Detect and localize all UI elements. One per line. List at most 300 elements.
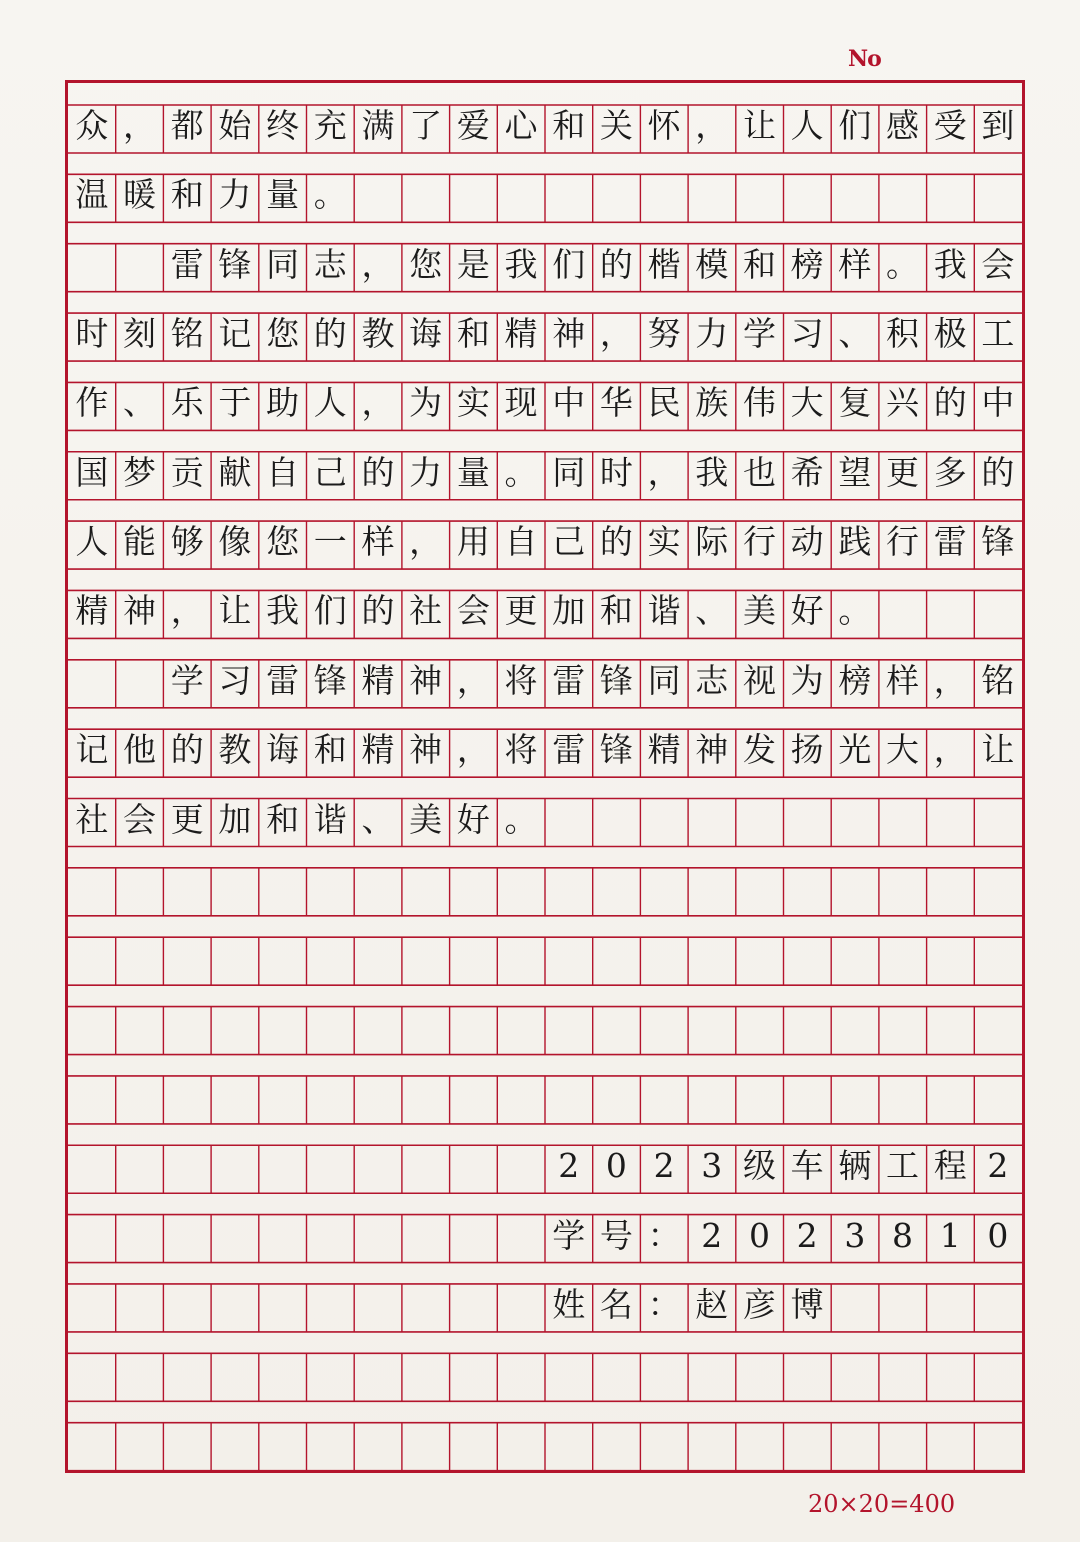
grid-char: 雷 bbox=[552, 660, 586, 700]
line-6 bbox=[68, 449, 1022, 497]
line-18 bbox=[68, 1281, 1022, 1329]
grid-char bbox=[68, 1350, 116, 1398]
grid-char bbox=[640, 1004, 688, 1052]
grid-char bbox=[306, 1420, 354, 1468]
grid-char: 到 bbox=[981, 106, 1015, 145]
grid-char: 力 bbox=[695, 314, 729, 353]
line-11 bbox=[68, 796, 1022, 844]
grid-char bbox=[163, 1350, 211, 1398]
grid-char bbox=[116, 657, 164, 705]
grid-char: 发 bbox=[742, 730, 776, 770]
grid-char: ， bbox=[933, 660, 967, 700]
grid-char: 积 bbox=[886, 314, 920, 353]
grid-char bbox=[879, 587, 927, 635]
grid-char bbox=[402, 1420, 450, 1468]
grid-char bbox=[402, 1281, 450, 1329]
grid-char bbox=[593, 1350, 641, 1398]
grid-char bbox=[450, 1420, 498, 1468]
grid-char: 2 bbox=[558, 1146, 580, 1186]
grid-char: 。 bbox=[504, 452, 538, 492]
grid-char bbox=[736, 1420, 784, 1468]
line-3 bbox=[68, 241, 1022, 289]
grid-char bbox=[545, 1004, 593, 1052]
grid-char: 铭 bbox=[170, 314, 204, 353]
grid-char: 大 bbox=[886, 730, 920, 770]
grid-char: 0 bbox=[748, 1215, 770, 1255]
grid-char: 模 bbox=[695, 244, 729, 284]
grid-char bbox=[68, 934, 116, 982]
grid-char: 楷 bbox=[647, 244, 681, 284]
grid-char bbox=[879, 1281, 927, 1329]
grid-char: 锋 bbox=[599, 660, 633, 700]
grid-char: 我 bbox=[933, 244, 967, 284]
grid-char: 习 bbox=[218, 660, 252, 700]
grid-char bbox=[974, 587, 1022, 635]
line-15 bbox=[68, 1073, 1022, 1121]
grid-char bbox=[259, 1420, 307, 1468]
grid-char: 是 bbox=[456, 244, 490, 284]
grid-char: ： bbox=[647, 1215, 681, 1255]
grid-char: 锋 bbox=[218, 244, 252, 284]
grid-char: 您 bbox=[409, 244, 443, 284]
grid-char bbox=[306, 865, 354, 913]
grid-char bbox=[211, 1004, 259, 1052]
grid-char: 雷 bbox=[170, 244, 204, 284]
grid-char bbox=[831, 865, 879, 913]
grid-char bbox=[402, 1142, 450, 1190]
grid-char bbox=[879, 1073, 927, 1121]
grid-char: ： bbox=[647, 1284, 681, 1324]
grid-char bbox=[116, 1281, 164, 1329]
grid-char: 实 bbox=[647, 522, 681, 562]
grid-char bbox=[974, 1281, 1022, 1329]
grid-char: 都 bbox=[170, 106, 204, 145]
grid-char bbox=[306, 1350, 354, 1398]
grid-char bbox=[736, 934, 784, 982]
line-4 bbox=[68, 310, 1022, 358]
grid-char: 望 bbox=[838, 452, 872, 492]
grid-char bbox=[831, 796, 879, 844]
grid-char bbox=[736, 865, 784, 913]
grid-char bbox=[354, 1281, 402, 1329]
grid-char: 2 bbox=[701, 1215, 723, 1255]
grid-char bbox=[783, 796, 831, 844]
grid-char bbox=[450, 1073, 498, 1121]
grid-char bbox=[354, 1142, 402, 1190]
grid-char bbox=[974, 171, 1022, 219]
grid-char bbox=[926, 171, 974, 219]
grid-char bbox=[450, 1004, 498, 1052]
grid-char: 神 bbox=[409, 730, 443, 770]
grid-char: 感 bbox=[886, 106, 920, 145]
grid-char bbox=[306, 934, 354, 982]
grid-char: 更 bbox=[170, 799, 204, 839]
grid-char bbox=[545, 865, 593, 913]
grid-char: 铭 bbox=[981, 660, 1015, 700]
grid-char bbox=[450, 171, 498, 219]
line-14 bbox=[68, 1004, 1022, 1052]
grid-char: ， bbox=[170, 591, 204, 631]
grid-char: 和 bbox=[552, 106, 586, 145]
grid-char bbox=[163, 1073, 211, 1121]
line-19 bbox=[68, 1350, 1022, 1398]
grid-char: 受 bbox=[933, 106, 967, 145]
grid-char: 复 bbox=[838, 383, 872, 423]
grid-char: 兴 bbox=[886, 383, 920, 423]
grid-char: 号 bbox=[599, 1215, 633, 1255]
grid-char: 。 bbox=[504, 799, 538, 839]
grid-char bbox=[879, 796, 927, 844]
grid-char: 志 bbox=[313, 244, 347, 284]
grid-char: 的 bbox=[933, 383, 967, 423]
grid-char: 。 bbox=[313, 175, 347, 215]
grid-char bbox=[306, 1004, 354, 1052]
grid-char: 辆 bbox=[838, 1146, 872, 1186]
grid-char: 为 bbox=[409, 383, 443, 423]
grid-char bbox=[736, 1004, 784, 1052]
grid-char: 视 bbox=[742, 660, 776, 700]
grid-char: 的 bbox=[313, 314, 347, 353]
line-17 bbox=[68, 1212, 1022, 1260]
grid-char bbox=[116, 1142, 164, 1190]
grid-char bbox=[402, 865, 450, 913]
grid-char: 锋 bbox=[313, 660, 347, 700]
grid-char: 们 bbox=[313, 591, 347, 631]
page-number-mark: No bbox=[848, 46, 881, 72]
grid-char bbox=[402, 1004, 450, 1052]
grid-char bbox=[497, 1350, 545, 1398]
grid-char: 时 bbox=[75, 314, 109, 353]
grid-char: 和 bbox=[170, 175, 204, 215]
grid-char: ， bbox=[599, 314, 633, 353]
grid-char bbox=[736, 171, 784, 219]
grid-char: 践 bbox=[838, 522, 872, 562]
grid-char: 更 bbox=[886, 452, 920, 492]
grid-char: 了 bbox=[409, 106, 443, 145]
grid-char bbox=[831, 1420, 879, 1468]
grid-char: 刻 bbox=[123, 314, 157, 353]
grid-char: 一 bbox=[313, 522, 347, 562]
grid-char bbox=[116, 1420, 164, 1468]
grid-char: 教 bbox=[361, 314, 395, 353]
grid-char bbox=[163, 865, 211, 913]
grid-char: 的 bbox=[599, 244, 633, 284]
grid-char: 族 bbox=[695, 383, 729, 423]
grid-char: 和 bbox=[266, 799, 300, 839]
grid-char: 和 bbox=[599, 591, 633, 631]
grid-char: 记 bbox=[75, 730, 109, 770]
line-2 bbox=[68, 171, 1022, 219]
grid-char bbox=[259, 1073, 307, 1121]
grid-char bbox=[640, 1350, 688, 1398]
handwritten-essay bbox=[68, 83, 1022, 1470]
grid-char bbox=[116, 1212, 164, 1260]
grid-char: 时 bbox=[599, 452, 633, 492]
grid-char bbox=[354, 1350, 402, 1398]
grid-char bbox=[926, 587, 974, 635]
grid-char bbox=[736, 1350, 784, 1398]
grid-char bbox=[593, 1073, 641, 1121]
grid-char: 于 bbox=[218, 383, 252, 423]
grid-char bbox=[259, 1281, 307, 1329]
grid-char bbox=[545, 1073, 593, 1121]
grid-char bbox=[259, 1142, 307, 1190]
grid-char bbox=[593, 171, 641, 219]
grid-char bbox=[259, 1350, 307, 1398]
grid-char bbox=[926, 1420, 974, 1468]
grid-char bbox=[879, 865, 927, 913]
grid-char: ， bbox=[361, 383, 395, 423]
grid-char: 满 bbox=[361, 106, 395, 145]
grid-char: 他 bbox=[123, 730, 157, 770]
grid-char: 。 bbox=[838, 591, 872, 631]
grid-char: 和 bbox=[742, 244, 776, 284]
grid-char: 动 bbox=[790, 522, 824, 562]
grid-char bbox=[211, 1281, 259, 1329]
grid-char bbox=[831, 171, 879, 219]
grid-char: 中 bbox=[981, 383, 1015, 423]
grid-char: 榜 bbox=[838, 660, 872, 700]
grid-char: 助 bbox=[266, 383, 300, 423]
grid-char: 雷 bbox=[933, 522, 967, 562]
grid-char: 会 bbox=[456, 591, 490, 631]
grid-char: 让 bbox=[742, 106, 776, 145]
grid-char: 行 bbox=[742, 522, 776, 562]
grid-char: 彦 bbox=[742, 1284, 776, 1324]
grid-char bbox=[354, 1004, 402, 1052]
grid-char: ， bbox=[123, 106, 157, 145]
grid-char: 的 bbox=[361, 452, 395, 492]
grid-char bbox=[306, 1281, 354, 1329]
line-13 bbox=[68, 934, 1022, 982]
grid-char bbox=[688, 1420, 736, 1468]
grid-char: 贡 bbox=[170, 452, 204, 492]
grid-char: 加 bbox=[218, 799, 252, 839]
grid-char: 关 bbox=[599, 106, 633, 145]
grid-char bbox=[545, 1420, 593, 1468]
grid-char: 神 bbox=[552, 314, 586, 353]
grid-char bbox=[926, 1350, 974, 1398]
grid-char bbox=[211, 1073, 259, 1121]
grid-char: 2 bbox=[987, 1146, 1009, 1186]
grid-char bbox=[163, 1212, 211, 1260]
grid-char bbox=[640, 1420, 688, 1468]
grid-char: ， bbox=[456, 660, 490, 700]
grid-char: 博 bbox=[790, 1284, 824, 1324]
grid-char: 社 bbox=[75, 799, 109, 839]
grid-char: 让 bbox=[218, 591, 252, 631]
grid-char bbox=[68, 657, 116, 705]
grid-char bbox=[450, 1142, 498, 1190]
grid-char bbox=[879, 934, 927, 982]
grid-char bbox=[497, 1142, 545, 1190]
grid-char bbox=[783, 865, 831, 913]
grid-char bbox=[545, 171, 593, 219]
grid-char: 大 bbox=[790, 383, 824, 423]
grid-char: 己 bbox=[552, 522, 586, 562]
grid-char: 精 bbox=[504, 314, 538, 353]
grid-char bbox=[116, 1073, 164, 1121]
line-9 bbox=[68, 657, 1022, 705]
grid-char bbox=[354, 1212, 402, 1260]
grid-char: ， bbox=[361, 244, 395, 284]
grid-char: 工 bbox=[981, 314, 1015, 353]
grid-char bbox=[211, 934, 259, 982]
grid-char: 雷 bbox=[266, 660, 300, 700]
grid-char: 榜 bbox=[790, 244, 824, 284]
grid-char bbox=[926, 796, 974, 844]
grid-char: 样 bbox=[886, 660, 920, 700]
grid-char bbox=[402, 1212, 450, 1260]
grid-char: 0 bbox=[987, 1215, 1009, 1255]
grid-char: 好 bbox=[456, 799, 490, 839]
grid-char bbox=[68, 1073, 116, 1121]
grid-char: 3 bbox=[844, 1215, 866, 1255]
grid-char bbox=[354, 865, 402, 913]
grid-char bbox=[450, 1281, 498, 1329]
grid-char: 、 bbox=[123, 383, 157, 423]
grid-char: 您 bbox=[266, 314, 300, 353]
grid-char: 民 bbox=[647, 383, 681, 423]
grid-char: ， bbox=[409, 522, 443, 562]
grid-char bbox=[640, 1073, 688, 1121]
line-1 bbox=[68, 102, 1022, 150]
grid-char: 暖 bbox=[123, 175, 157, 215]
grid-char: 姓 bbox=[552, 1284, 586, 1324]
grid-char bbox=[259, 1212, 307, 1260]
grid-char bbox=[450, 1212, 498, 1260]
grid-char bbox=[974, 796, 1022, 844]
grid-char bbox=[497, 1281, 545, 1329]
grid-char bbox=[640, 171, 688, 219]
grid-char: 名 bbox=[599, 1284, 633, 1324]
grid-char bbox=[163, 1420, 211, 1468]
grid-count-label: 20×20=400 bbox=[808, 1490, 956, 1518]
line-10 bbox=[68, 726, 1022, 774]
grid-char bbox=[116, 1004, 164, 1052]
grid-char: 中 bbox=[552, 383, 586, 423]
grid-char: 人 bbox=[313, 383, 347, 423]
grid-char bbox=[163, 1142, 211, 1190]
grid-char bbox=[640, 934, 688, 982]
grid-char: 锋 bbox=[981, 522, 1015, 562]
grid-char: 够 bbox=[170, 522, 204, 562]
grid-char bbox=[68, 1281, 116, 1329]
grid-char bbox=[783, 934, 831, 982]
grid-char: 自 bbox=[266, 452, 300, 492]
grid-char: 献 bbox=[218, 452, 252, 492]
line-20 bbox=[68, 1420, 1022, 1468]
grid-char: ， bbox=[933, 730, 967, 770]
grid-char bbox=[402, 1350, 450, 1398]
grid-char bbox=[688, 865, 736, 913]
grid-char bbox=[926, 1073, 974, 1121]
grid-char: 精 bbox=[75, 591, 109, 631]
grid-char bbox=[497, 934, 545, 982]
grid-char: 扬 bbox=[790, 730, 824, 770]
grid-char: 多 bbox=[933, 452, 967, 492]
grid-char bbox=[926, 934, 974, 982]
grid-char bbox=[68, 1142, 116, 1190]
grid-char bbox=[974, 1420, 1022, 1468]
grid-char: 谐 bbox=[647, 591, 681, 631]
grid-char bbox=[831, 1350, 879, 1398]
grid-char: 、 bbox=[695, 591, 729, 631]
line-7 bbox=[68, 518, 1022, 566]
grid-char bbox=[593, 1004, 641, 1052]
grid-char bbox=[688, 796, 736, 844]
grid-char: 样 bbox=[838, 244, 872, 284]
grid-char: 我 bbox=[504, 244, 538, 284]
grid-char bbox=[306, 1212, 354, 1260]
grid-char bbox=[783, 171, 831, 219]
grid-char bbox=[640, 796, 688, 844]
grid-char: 现 bbox=[504, 383, 538, 423]
grid-char: 神 bbox=[123, 591, 157, 631]
grid-char: 志 bbox=[695, 660, 729, 700]
grid-char bbox=[68, 865, 116, 913]
grid-char: 同 bbox=[266, 244, 300, 284]
grid-char bbox=[545, 796, 593, 844]
grid-char bbox=[974, 934, 1022, 982]
grid-char: 车 bbox=[790, 1146, 824, 1186]
grid-char bbox=[831, 1281, 879, 1329]
grid-char: 神 bbox=[695, 730, 729, 770]
grid-char: 谐 bbox=[313, 799, 347, 839]
grid-char: 学 bbox=[552, 1215, 586, 1255]
grid-char bbox=[259, 1004, 307, 1052]
grid-char: 美 bbox=[409, 799, 443, 839]
grid-char: 极 bbox=[933, 314, 967, 353]
grid-char bbox=[354, 1073, 402, 1121]
grid-char bbox=[688, 1004, 736, 1052]
grid-char: 希 bbox=[790, 452, 824, 492]
grid-char bbox=[783, 1073, 831, 1121]
grid-char bbox=[974, 1004, 1022, 1052]
grid-char: 神 bbox=[409, 660, 443, 700]
grid-char: 。 bbox=[886, 244, 920, 284]
grid-char: 会 bbox=[123, 799, 157, 839]
grid-char bbox=[211, 1142, 259, 1190]
grid-char: 样 bbox=[361, 522, 395, 562]
grid-char bbox=[640, 865, 688, 913]
grid-char: 乐 bbox=[170, 383, 204, 423]
line-8 bbox=[68, 587, 1022, 635]
grid-char bbox=[879, 1350, 927, 1398]
grid-char: 社 bbox=[409, 591, 443, 631]
grid-char bbox=[688, 1073, 736, 1121]
grid-char bbox=[497, 1420, 545, 1468]
grid-char: ， bbox=[456, 730, 490, 770]
grid-char: 终 bbox=[266, 106, 300, 145]
grid-char bbox=[497, 171, 545, 219]
grid-char: 和 bbox=[313, 730, 347, 770]
grid-char bbox=[974, 865, 1022, 913]
grid-char: 同 bbox=[552, 452, 586, 492]
grid-char bbox=[68, 1212, 116, 1260]
grid-char bbox=[879, 1004, 927, 1052]
grid-char bbox=[163, 1281, 211, 1329]
grid-char bbox=[593, 1420, 641, 1468]
grid-char: 的 bbox=[981, 452, 1015, 492]
grid-char bbox=[402, 934, 450, 982]
grid-char bbox=[450, 1350, 498, 1398]
grid-char: 力 bbox=[218, 175, 252, 215]
grid-char bbox=[163, 1004, 211, 1052]
grid-char bbox=[497, 1212, 545, 1260]
grid-char: 的 bbox=[599, 522, 633, 562]
grid-char: 3 bbox=[701, 1146, 723, 1186]
